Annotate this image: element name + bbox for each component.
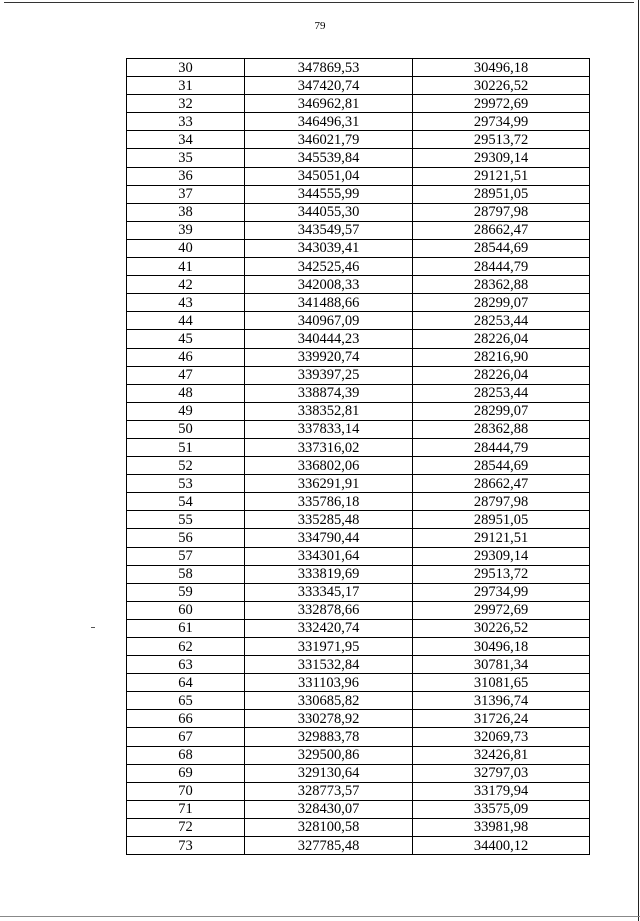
table-row [127,493,590,511]
table-row [127,239,590,257]
y-coordinate-cell: 32797,03 [413,764,590,782]
table-row [127,529,590,547]
x-coordinate-cell: 331532,84 [245,656,413,674]
point-number-cell: 61 [127,619,245,637]
table-row [127,276,590,294]
y-coordinate-cell: 28226,04 [413,366,590,384]
y-coordinate-cell: 31726,24 [413,710,590,728]
x-coordinate-cell: 343039,41 [245,239,413,257]
table-row [127,113,590,131]
table-row [127,746,590,764]
y-coordinate-cell: 33575,09 [413,800,590,818]
y-coordinate-cell: 28444,79 [413,258,590,276]
point-number-cell: 43 [127,294,245,312]
x-coordinate-cell: 329883,78 [245,728,413,746]
y-coordinate-cell: 31081,65 [413,674,590,692]
x-coordinate-cell: 334301,64 [245,547,413,565]
table-row [127,457,590,475]
x-coordinate-cell: 333345,17 [245,583,413,601]
point-number-cell: 64 [127,674,245,692]
x-coordinate-cell: 342525,46 [245,258,413,276]
table-row [127,366,590,384]
point-number-cell: 52 [127,457,245,475]
y-coordinate-cell: 29513,72 [413,565,590,583]
table-row [127,221,590,239]
x-coordinate-cell: 341488,66 [245,294,413,312]
x-coordinate-cell: 342008,33 [245,276,413,294]
x-coordinate-cell: 335786,18 [245,493,413,511]
y-coordinate-cell: 28544,69 [413,239,590,257]
y-coordinate-cell: 29513,72 [413,131,590,149]
y-coordinate-cell: 29972,69 [413,95,590,113]
y-coordinate-cell: 32069,73 [413,728,590,746]
point-number-cell: 53 [127,475,245,493]
x-coordinate-cell: 339397,25 [245,366,413,384]
x-coordinate-cell: 336802,06 [245,457,413,475]
table-row [127,583,590,601]
x-coordinate-cell: 334790,44 [245,529,413,547]
y-coordinate-cell: 29309,14 [413,547,590,565]
point-number-cell: 40 [127,239,245,257]
point-number-cell: 69 [127,764,245,782]
point-number-cell: 37 [127,185,245,203]
x-coordinate-cell: 343549,57 [245,221,413,239]
point-number-cell: 31 [127,77,245,95]
y-coordinate-cell: 29121,51 [413,167,590,185]
y-coordinate-cell: 29309,14 [413,149,590,167]
x-coordinate-cell: 327785,48 [245,837,413,855]
table-row [127,638,590,656]
x-coordinate-cell: 333819,69 [245,565,413,583]
y-coordinate-cell: 30226,52 [413,619,590,637]
x-coordinate-cell: 338874,39 [245,384,413,402]
y-coordinate-cell: 29972,69 [413,601,590,619]
point-number-cell: 59 [127,583,245,601]
table-row [127,95,590,113]
y-coordinate-cell: 28299,07 [413,402,590,420]
x-coordinate-cell: 336291,91 [245,475,413,493]
x-coordinate-cell: 346496,31 [245,113,413,131]
y-coordinate-cell: 28797,98 [413,203,590,221]
table-row [127,565,590,583]
x-coordinate-cell: 347869,53 [245,59,413,77]
point-number-cell: 51 [127,438,245,456]
point-number-cell: 45 [127,330,245,348]
y-coordinate-cell: 28216,90 [413,348,590,366]
point-number-cell: 54 [127,493,245,511]
y-coordinate-cell: 28951,05 [413,185,590,203]
y-coordinate-cell: 28662,47 [413,475,590,493]
x-coordinate-cell: 340444,23 [245,330,413,348]
y-coordinate-cell: 28444,79 [413,438,590,456]
x-coordinate-cell: 328773,57 [245,782,413,800]
x-coordinate-cell: 346021,79 [245,131,413,149]
table-row [127,167,590,185]
y-coordinate-cell: 29734,99 [413,583,590,601]
point-number-cell: 68 [127,746,245,764]
point-number-cell: 72 [127,818,245,836]
y-coordinate-cell: 28226,04 [413,330,590,348]
point-number-cell: 67 [127,728,245,746]
table-row [127,330,590,348]
point-number-cell: 33 [127,113,245,131]
x-coordinate-cell: 345051,04 [245,167,413,185]
y-coordinate-cell: 28951,05 [413,511,590,529]
x-coordinate-cell: 339920,74 [245,348,413,366]
point-number-cell: 49 [127,402,245,420]
x-coordinate-cell: 347420,74 [245,77,413,95]
point-number-cell: 58 [127,565,245,583]
point-number-cell: 42 [127,276,245,294]
table-row [127,312,590,330]
page-edge-bottom [0,916,640,917]
x-coordinate-cell: 332420,74 [245,619,413,637]
point-number-cell: 44 [127,312,245,330]
y-coordinate-cell: 34400,12 [413,837,590,855]
table-row [127,131,590,149]
point-number-cell: 70 [127,782,245,800]
point-number-cell: 41 [127,258,245,276]
point-number-cell: 62 [127,638,245,656]
point-number-cell: 55 [127,511,245,529]
y-coordinate-cell: 28299,07 [413,294,590,312]
y-coordinate-cell: 31396,74 [413,692,590,710]
table-row [127,203,590,221]
table-row [127,692,590,710]
x-coordinate-cell: 344055,30 [245,203,413,221]
table-row [127,384,590,402]
y-coordinate-cell: 33179,94 [413,782,590,800]
point-number-cell: 71 [127,800,245,818]
y-coordinate-cell: 28362,88 [413,420,590,438]
x-coordinate-cell: 346962,81 [245,95,413,113]
point-number-cell: 48 [127,384,245,402]
table-row [127,837,590,855]
x-coordinate-cell: 337833,14 [245,420,413,438]
y-coordinate-cell: 28662,47 [413,221,590,239]
table-row [127,185,590,203]
y-coordinate-cell: 28253,44 [413,312,590,330]
page-number: 79 [314,20,326,32]
x-coordinate-cell: 330685,82 [245,692,413,710]
x-coordinate-cell: 331103,96 [245,674,413,692]
x-coordinate-cell: 329500,86 [245,746,413,764]
x-coordinate-cell: 332878,66 [245,601,413,619]
table-row [127,764,590,782]
point-number-cell: 73 [127,837,245,855]
table-row [127,800,590,818]
y-coordinate-cell: 30496,18 [413,638,590,656]
x-coordinate-cell: 329130,64 [245,764,413,782]
y-coordinate-cell: 28362,88 [413,276,590,294]
point-number-cell: 34 [127,131,245,149]
table-row [127,619,590,637]
table-row [127,438,590,456]
point-number-cell: 60 [127,601,245,619]
table-row [127,674,590,692]
x-coordinate-cell: 335285,48 [245,511,413,529]
x-coordinate-cell: 330278,92 [245,710,413,728]
page-edge-right [638,0,639,921]
table-row [127,818,590,836]
table-row [127,348,590,366]
table-row [127,258,590,276]
point-number-cell: 47 [127,366,245,384]
point-number-cell: 50 [127,420,245,438]
y-coordinate-cell: 28797,98 [413,493,590,511]
x-coordinate-cell: 328100,58 [245,818,413,836]
table-body [127,59,590,855]
point-number-cell: 36 [127,167,245,185]
x-coordinate-cell: 344555,99 [245,185,413,203]
y-coordinate-cell: 29121,51 [413,529,590,547]
point-number-cell: 35 [127,149,245,167]
point-number-cell: 32 [127,95,245,113]
point-number-cell: 46 [127,348,245,366]
point-number-cell: 66 [127,710,245,728]
x-coordinate-cell: 331971,95 [245,638,413,656]
table-row [127,59,590,77]
table-row [127,77,590,95]
y-coordinate-cell: 30226,52 [413,77,590,95]
table-row [127,149,590,167]
y-coordinate-cell: 30496,18 [413,59,590,77]
stray-mark [91,627,95,628]
table-row [127,420,590,438]
x-coordinate-cell: 338352,81 [245,402,413,420]
table-row [127,782,590,800]
point-number-cell: 63 [127,656,245,674]
table-row [127,547,590,565]
page-edge-top [4,2,634,3]
x-coordinate-cell: 337316,02 [245,438,413,456]
table-row [127,728,590,746]
table-row [127,475,590,493]
table-row [127,511,590,529]
table-row [127,601,590,619]
coordinates-table [126,58,590,855]
x-coordinate-cell: 340967,09 [245,312,413,330]
table-row [127,402,590,420]
y-coordinate-cell: 30781,34 [413,656,590,674]
table-row [127,710,590,728]
point-number-cell: 30 [127,59,245,77]
y-coordinate-cell: 28253,44 [413,384,590,402]
y-coordinate-cell: 29734,99 [413,113,590,131]
table-row [127,294,590,312]
y-coordinate-cell: 32426,81 [413,746,590,764]
x-coordinate-cell: 345539,84 [245,149,413,167]
y-coordinate-cell: 28544,69 [413,457,590,475]
point-number-cell: 65 [127,692,245,710]
y-coordinate-cell: 33981,98 [413,818,590,836]
point-number-cell: 39 [127,221,245,239]
x-coordinate-cell: 328430,07 [245,800,413,818]
table-row [127,656,590,674]
point-number-cell: 57 [127,547,245,565]
point-number-cell: 56 [127,529,245,547]
point-number-cell: 38 [127,203,245,221]
